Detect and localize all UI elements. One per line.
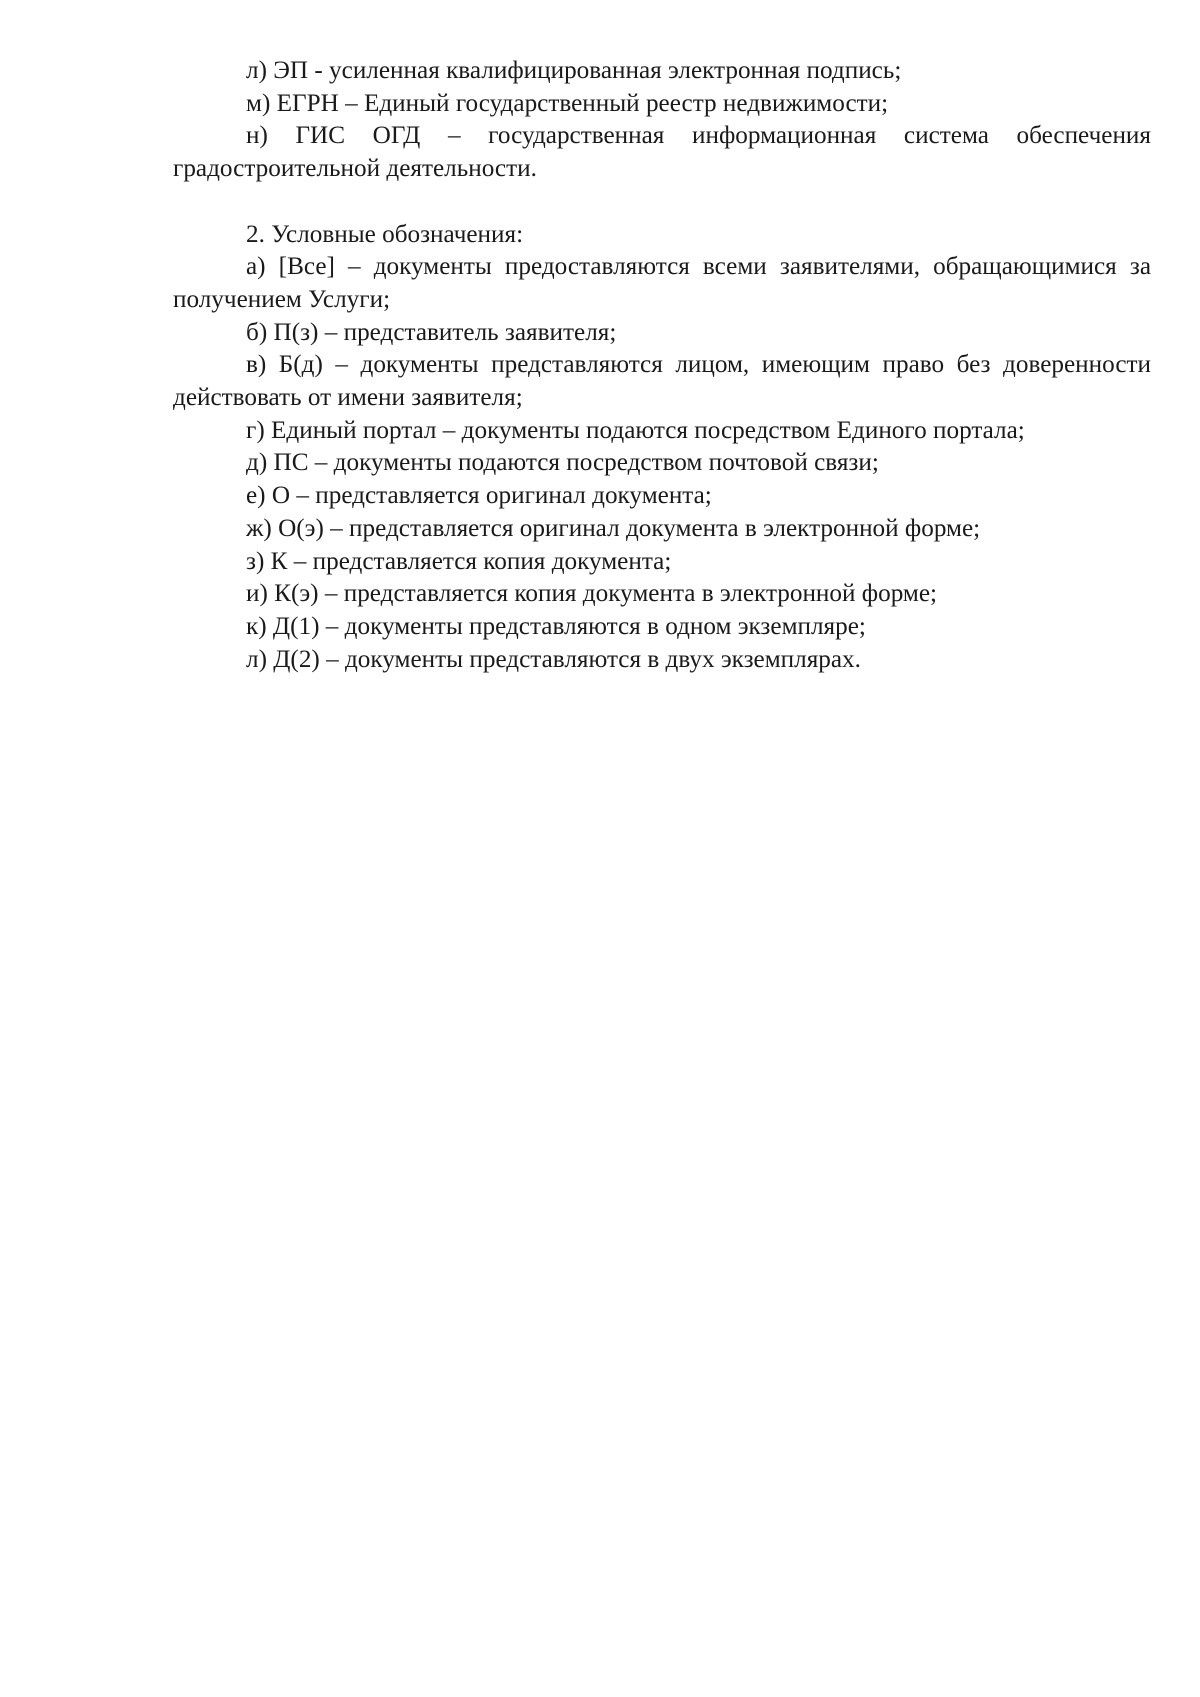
legend-item-original-electronic: ж) О(э) – представляется оригинал документа в электронной форме; xyxy=(246,514,981,542)
document-page xyxy=(173,55,1151,676)
definition-ep: л) ЭП - усиленная квалифицированная электронная подпись; xyxy=(246,57,902,84)
legend-item-all: а) [Все] – документы предоставляются всеми заявителями, обращающимися за получением Услуги; xyxy=(173,253,1151,313)
legend-item-copy-electronic: и) К(э) – представляется копия документа в электронной форме; xyxy=(246,580,938,608)
definition-gis-ogd: н) ГИС ОГД – государственная информационная система обеспечения градостроительной деятельности. xyxy=(173,122,1151,183)
legend-item-representative: б) П(з) – представитель заявителя; xyxy=(246,318,617,346)
definition-egrn: м) ЕГРН – Единый государственный реестр недвижимости; xyxy=(246,89,889,117)
legend-item-single-portal: г) Единый портал – документы подаются посредством Единого портала; xyxy=(246,416,1025,444)
legend-heading: 2. Условные обозначения: xyxy=(246,220,524,248)
legend-item-original: е) О – представляется оригинал документа; xyxy=(246,482,712,510)
legend-item-two-copies: л) Д(2) – документы представляются в двух экземплярах. xyxy=(246,645,861,673)
paragraph-spacer xyxy=(173,186,1151,219)
legend-item-one-copy: к) Д(1) – документы представляются в одном экземпляре; xyxy=(246,612,866,640)
legend-item-copy: з) К – представляется копия документа; xyxy=(246,547,672,575)
legend-item-without-power-of-attorney: в) Б(д) – документы представляются лицом, имеющим право без доверенности действовать от имени заявителя; xyxy=(173,351,1151,412)
legend-item-postal: д) ПС – документы подаются посредством почтовой связи; xyxy=(246,449,879,477)
